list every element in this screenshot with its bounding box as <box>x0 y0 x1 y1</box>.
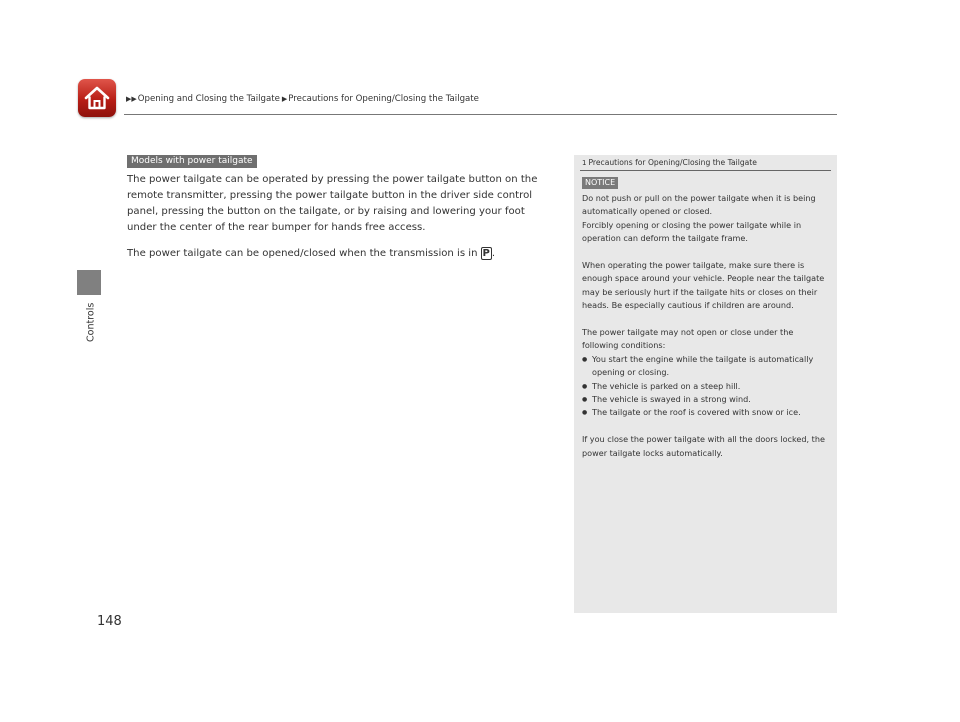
breadcrumb-item-page[interactable]: Precautions for Opening/Closing the Tailgate <box>288 94 479 104</box>
sidebar-title <box>582 158 831 167</box>
home-icon <box>83 85 111 111</box>
list-item: ● The vehicle is swayed in a strong wind. <box>582 393 832 406</box>
breadcrumb-arrow-icon: ▶▶ <box>126 95 137 103</box>
notice-sentence-1: Do not push or pull on the power tailgate when it is being automatically opened or closed. <box>582 193 816 217</box>
precautions-sidebar <box>574 155 837 613</box>
conditions-intro-text: The power tailgate may not open or close under the following conditions: <box>582 327 794 351</box>
section-tab-label: Controls <box>85 302 97 342</box>
park-gear-key: P <box>482 248 490 259</box>
transmission-text: The power tailgate can be opened/closed when the transmission is in <box>127 248 478 259</box>
sentence-period: . <box>491 248 496 259</box>
notice-sentence-2: Forcibly opening or closing the power tailgate while in operation can deform the tailgate frame. <box>582 219 802 244</box>
sidebar-divider <box>580 170 831 171</box>
header-divider <box>124 114 837 115</box>
main-content <box>127 172 557 262</box>
list-item: ● The vehicle is parked on a steep hill. <box>582 380 832 393</box>
operation-paragraph: The power tailgate can be operated by pressing the power tailgate button on the remote transmitter, pressing the power tailgate button in the driver side control panel, pressing the button on the tailgate, or by raising and lowering your foot under the center of the rear bumper for hands free access. <box>127 174 538 233</box>
conditions-list <box>582 353 832 420</box>
list-item: ● The tailgate or the roof is covered with snow or ice. <box>582 406 832 419</box>
notice-text <box>582 192 832 246</box>
auto-lock-text: If you close the power tailgate with all the doors locked, the power tailgate locks automatically. <box>582 434 825 458</box>
reference-number: 1 <box>582 159 587 167</box>
models-badge: Models with power tailgate <box>127 155 257 168</box>
notice-badge: NOTICE <box>582 177 618 189</box>
breadcrumb-item-section[interactable]: Opening and Closing the Tailgate <box>137 94 280 104</box>
list-item: ● You start the engine while the tailgate is automatically opening or closing. <box>582 353 832 380</box>
home-button[interactable] <box>78 79 116 117</box>
page-number: 148 <box>97 614 122 629</box>
sidebar-body <box>582 192 832 460</box>
section-tab-marker <box>77 270 101 295</box>
sidebar-title-text: Precautions for Opening/Closing the Tailgate <box>588 158 757 167</box>
transmission-paragraph <box>127 246 557 262</box>
breadcrumb <box>126 94 479 104</box>
breadcrumb-arrow-icon: ▶ <box>281 95 288 103</box>
space-warning-text: When operating the power tailgate, make sure there is enough space around your vehicle. People near the tailgate may be seriously hurt if the tailgate hits or closes on their heads. Be especially cautious if children are around. <box>582 260 825 311</box>
